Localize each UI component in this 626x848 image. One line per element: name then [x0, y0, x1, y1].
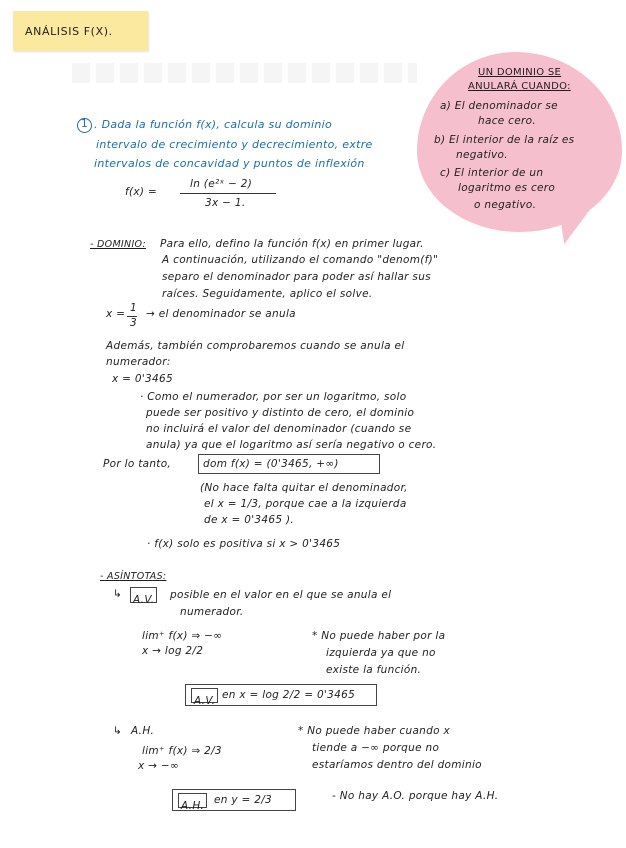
dominio-label: - DOMINIO:	[90, 239, 147, 250]
av-result: en x = log 2/2 = 0'3465	[222, 689, 356, 701]
exercise-line-3: intervalos de concavidad y puntos de inflexión	[94, 157, 365, 170]
av-note-2: izquierda ya que no	[326, 647, 436, 659]
also-line-1: Además, también comprobaremos cuando se anula el	[106, 340, 405, 352]
exercise-number: 1	[81, 118, 88, 130]
bullet-line-3: no incluirá el valor del denominador (cuando se	[146, 423, 412, 435]
asintotas-label: - ASÍNTOTAS:	[100, 571, 167, 582]
dominio-line-2: A continuación, utilizando el comando "denom(f)"	[162, 254, 439, 266]
function-denominator: 3x − 1.	[205, 197, 246, 209]
ah-lim-top: lim⁺ f(x) ⇒ 2/3	[142, 745, 222, 757]
av-desc-2: numerador.	[180, 606, 244, 618]
ghost-text	[72, 63, 417, 83]
ah-note-3: estaríamos dentro del dominio	[312, 759, 482, 771]
callout-item-a1: a) El denominador se	[440, 100, 558, 112]
av-note-1: * No puede haber por la	[312, 630, 446, 642]
callout-item-c1: c) El interior de un	[440, 167, 544, 179]
ah-result-label-box	[178, 793, 207, 812]
ah-label: A.H.	[131, 725, 155, 737]
callout-item-c3: o negativo.	[474, 199, 537, 211]
bullet-line-1: · Como el numerador, por ser un logaritmo, solo	[140, 391, 407, 403]
function-numerator: ln (e²ˣ − 2)	[190, 178, 253, 190]
dominio-line-1: Para ello, defino la función f(x) en primer lugar.	[160, 238, 424, 250]
ah-note-2: tiende a −∞ porque no	[312, 742, 440, 754]
x-rest: → el denominador se anula	[146, 308, 296, 320]
av-lim-top: lim⁺ f(x) ⇒ −∞	[142, 630, 223, 642]
paren-note-2: el x = 1/3, porque cae a la izquierda	[204, 498, 407, 510]
av-result-label-box	[191, 688, 218, 707]
callout-heading-1: UN DOMINIO SE	[478, 67, 562, 78]
x-frac-num: 1	[130, 302, 137, 314]
bullet-line-4: anula) ya que el logaritmo así sería negativo o cero.	[146, 439, 437, 451]
dom-result: dom f(x) = (0'3465, +∞)	[203, 458, 339, 470]
also-line-2: numerador:	[106, 356, 171, 368]
bullet-line-2: puede ser positivo y distinto de cero, el dominio	[146, 407, 415, 419]
function-lhs: f(x) =	[125, 186, 158, 198]
x-value: x = 0'3465	[112, 373, 173, 385]
ah-arrow: ↳	[113, 725, 123, 737]
av-note-3: existe la función.	[326, 664, 422, 676]
ah-result-label: A.H.	[181, 800, 205, 812]
positive-note: · f(x) solo es positiva si x > 0'3465	[147, 538, 341, 550]
dominio-line-4: raíces. Seguidamente, aplico el solve.	[162, 288, 373, 300]
av-desc-1: posible en el valor en el que se anula el	[170, 589, 392, 601]
ah-result: en y = 2/3	[214, 794, 273, 806]
av-box	[130, 587, 157, 606]
x-frac-den: 3	[130, 317, 137, 329]
ao-note: - No hay A.O. porque hay A.H.	[332, 790, 499, 802]
por-lo-tanto: Por lo tanto,	[103, 458, 172, 470]
av-result-label: A.V.	[194, 695, 216, 707]
page-title: ANÁLISIS F(X).	[25, 25, 113, 38]
exercise-line-1: . Dada la función f(x), calcula su dominio	[94, 118, 332, 131]
ah-lim-bottom: x → −∞	[138, 760, 180, 772]
av-arrow: ↳	[113, 588, 123, 600]
ah-note-1: * No puede haber cuando x	[298, 725, 450, 737]
x-equals: x =	[106, 308, 126, 320]
av-lim-bottom: x → log 2/2	[142, 645, 204, 657]
paren-note-1: (No hace falta quitar el denominador,	[200, 482, 408, 494]
title-note	[13, 11, 148, 51]
function-fraction-bar	[180, 193, 276, 194]
callout-heading-2: ANULARÁ CUANDO:	[468, 81, 571, 92]
callout-item-b2: negativo.	[456, 149, 508, 161]
paren-note-3: de x = 0'3465 ).	[204, 514, 295, 526]
dominio-line-3: separo el denominador para poder así hallar sus	[162, 271, 431, 283]
callout-item-a2: hace cero.	[478, 115, 536, 127]
callout-item-c2: logaritmo es cero	[458, 182, 556, 194]
exercise-line-2: intervalo de crecimiento y decrecimiento, extre	[96, 138, 373, 151]
av-label: A.V.	[133, 594, 155, 606]
callout-item-b1: b) El interior de la raíz es	[434, 134, 575, 146]
